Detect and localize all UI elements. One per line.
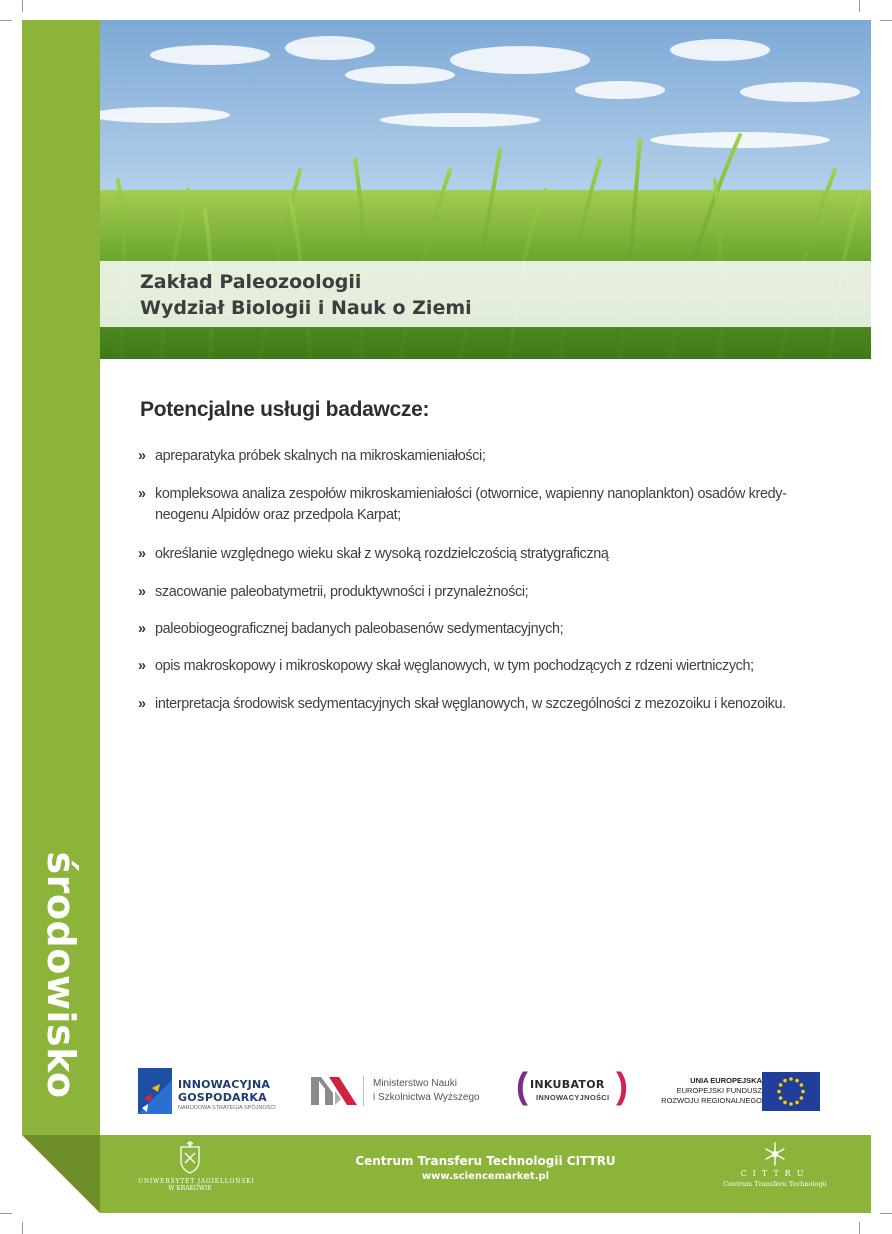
strategy-text: NARODOWA STRATEGIA SPÓJNOŚCI xyxy=(178,1105,276,1111)
cittru-star-icon xyxy=(760,1141,790,1167)
eu-text: UNIA EUROPEJSKA xyxy=(690,1076,762,1085)
inkubator-text: INKUBATOR xyxy=(530,1078,605,1091)
service-text: paleobiogeograficznej badanych paleobasenów sedymentacyjnych; xyxy=(155,621,564,637)
bullet-icon: » xyxy=(138,546,146,562)
divider xyxy=(363,1076,364,1106)
bullet-icon: » xyxy=(138,696,146,712)
innowacyjnosci-text: INNOWACYJNOŚCI xyxy=(536,1093,610,1102)
service-text: kompleksowa analiza zespołów mikroskamieniałości (otwornice, wapienny nanoplankton) osadów kredy-neogenu Alpidów oraz przedpola Karpat; xyxy=(155,486,787,523)
footer-band xyxy=(100,1135,871,1213)
crop-mark xyxy=(22,0,23,12)
innowacyjna-gospodarka-icon xyxy=(138,1068,172,1114)
footer-org-name: Centrum Transferu Technologii CITTRU xyxy=(355,1154,616,1168)
category-label: środowisko xyxy=(39,851,83,1099)
paren-left-icon: ( xyxy=(516,1065,528,1106)
list-item xyxy=(138,544,609,565)
footer-website-link[interactable]: www.sciencemarket.pl xyxy=(421,1171,550,1182)
crop-mark xyxy=(859,1222,860,1234)
service-text: interpretacja środowisk sedymentacyjnych skał węglanowych, w szczególności z mezozoiku i kenozoiku. xyxy=(155,696,786,712)
list-item xyxy=(138,446,486,467)
sidebar-fold xyxy=(22,1135,100,1213)
bullet-icon: » xyxy=(138,584,146,600)
list-item xyxy=(138,484,828,526)
crop-mark xyxy=(880,20,892,21)
paren-right-icon: ) xyxy=(616,1065,628,1106)
eu-flag-icon xyxy=(762,1072,820,1111)
list-item xyxy=(138,619,563,640)
service-text: apreparatyka próbek skalnych na mikroskamieniałości; xyxy=(155,448,486,464)
bullet-icon: » xyxy=(138,448,146,464)
list-item xyxy=(138,656,754,677)
cittru-text: CITTRU xyxy=(740,1169,810,1178)
eu-fund-text: EUROPEJSKI FUNDUSZ xyxy=(676,1086,762,1095)
crop-mark xyxy=(0,20,12,21)
cittru-logo xyxy=(720,1141,830,1205)
title-band xyxy=(100,261,871,327)
department-title: Zakład Paleozoologii xyxy=(140,271,362,293)
crop-mark xyxy=(880,1213,892,1214)
innowacyjna-gospodarka-logo xyxy=(138,1068,283,1114)
ministerstwo-nauki-icon xyxy=(311,1077,357,1105)
crop-mark xyxy=(22,1222,23,1234)
list-item xyxy=(138,582,528,603)
service-text: opis makroskopowy i mikroskopowy skał węglanowych, w tym pochodzących z rdzeni wiertniczych; xyxy=(155,658,754,674)
faculty-title: Wydział Biologii i Nauk o Ziemi xyxy=(140,297,472,319)
eu-fund-text-2: ROZWOJU REGIONALNEGO xyxy=(661,1096,762,1105)
crop-mark xyxy=(0,1213,12,1214)
uj-city-text: W KRAKOWIE xyxy=(168,1185,212,1192)
inkubator-logo xyxy=(516,1065,628,1114)
service-text: szacowanie paleobatymetrii, produktywności i przynależności; xyxy=(155,584,529,600)
sponsor-logos xyxy=(138,1064,828,1118)
bullet-icon: » xyxy=(138,486,146,502)
service-text: określanie względnego wieku skał z wysoką rozdzielczością stratygraficzną xyxy=(155,546,609,562)
bullet-icon: » xyxy=(138,621,146,637)
crop-mark xyxy=(859,0,860,12)
cittru-subtext: Centrum Transferu Technologii xyxy=(723,1180,827,1188)
ministerstwo-text-2: i Szkolnictwa Wyższego xyxy=(373,1092,480,1103)
bullet-icon: » xyxy=(138,658,146,674)
ministerstwo-text: Ministerstwo Nauki xyxy=(373,1078,457,1089)
ministerstwo-nauki-logo xyxy=(311,1074,491,1110)
list-item xyxy=(138,694,786,715)
innowacyjna-text: INNOWACYJNA xyxy=(178,1078,271,1091)
gospodarka-text: GOSPODARKA xyxy=(178,1091,267,1104)
eu-logo xyxy=(650,1070,828,1112)
uj-name-text: UNIWERSYTET JAGIELLOŃSKI xyxy=(138,1178,255,1185)
services-heading: Potencjalne usługi badawcze: xyxy=(140,398,430,421)
